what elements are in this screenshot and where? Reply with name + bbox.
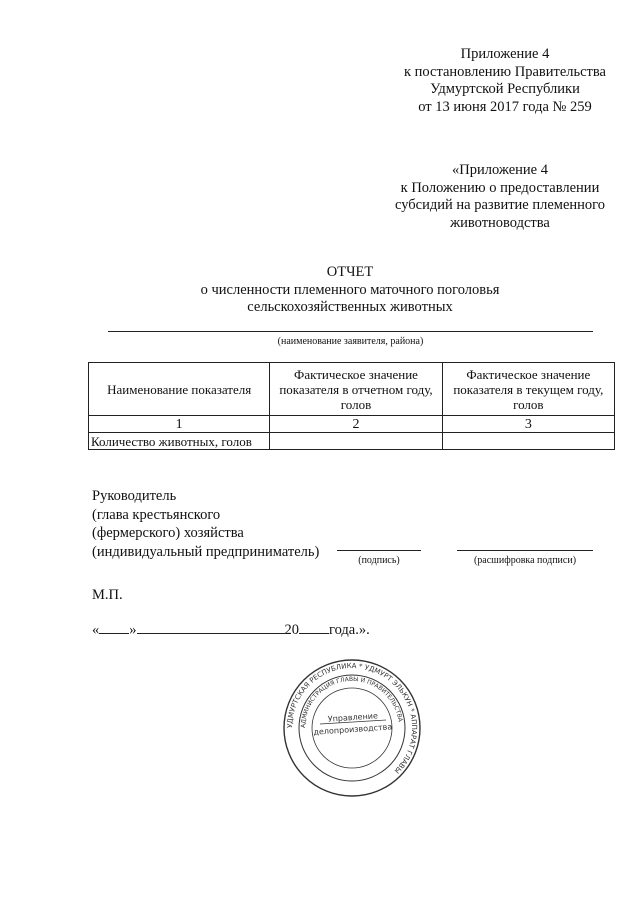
official-seal [282, 658, 422, 798]
day-field[interactable] [99, 621, 129, 634]
signature-decode-field-line[interactable] [457, 550, 593, 551]
report-subtitle: о численности племенного маточного поголовья [200, 281, 500, 298]
appendix-inner-line: животноводства [450, 214, 550, 231]
signature-decode-caption: (расшифровка подписи) [473, 555, 577, 566]
appendix-line: Удмуртской Республики [430, 81, 580, 97]
year-field[interactable] [299, 621, 329, 634]
appendix-inner-line: субсидий на развитие племенного [394, 197, 606, 213]
appendix-inner-line: к Положению о предоставлении [400, 179, 600, 196]
indicators-table [88, 362, 615, 450]
signatory-block [92, 487, 319, 561]
appendix-header [380, 46, 630, 116]
signature-caption: (подпись) [358, 555, 400, 566]
report-title: ОТЧЕТ [326, 264, 374, 280]
column-number-row [89, 416, 615, 433]
applicant-caption: (наименование заявителя, района) [277, 336, 424, 347]
column-number: 3 [442, 416, 614, 433]
table-row [89, 433, 615, 450]
signatory-line: (фермерского) хозяйства [92, 525, 244, 541]
signatory-line: (индивидуальный предприниматель) [92, 543, 320, 560]
date-quote-close: » [129, 622, 137, 638]
column-number: 1 [89, 416, 270, 433]
seal-center-text: делопроизводства [313, 722, 393, 737]
report-subtitle: сельскохозяйственных животных [247, 299, 453, 315]
year-suffix: года.». [329, 622, 370, 638]
seal-center-text: Управление [327, 711, 379, 724]
row-label-animal-count: Количество животных, голов [89, 433, 270, 450]
appendix-inner-line: «Приложение 4 [452, 162, 548, 178]
appendix-line: от 13 июня 2017 года № 259 [418, 98, 592, 115]
appendix-line: к постановлению Правительства [404, 63, 606, 80]
signature-field-line[interactable] [337, 550, 421, 551]
seal-inner-text: АДМИНИСТРАЦИЯ ГЛАВЫ И ПРАВИТЕЛЬСТВА [299, 675, 404, 729]
stamp-place-label: М.П. [92, 587, 123, 603]
seal-outer-text: УДМУРТСКАЯ РЕСПУБЛИКА * УДМУРТ ЭЛЬКУН * АППАРАТ ГЛАВЫ [285, 661, 419, 775]
column-number: 2 [270, 416, 442, 433]
date-quote-open: « [92, 622, 100, 638]
signatory-line: Руководитель [92, 488, 177, 504]
appendix-inner-header [370, 162, 630, 232]
signatory-line: (глава крестьянского [92, 506, 221, 523]
column-header-reporting-year: Фактическое значение показателя в отчетном году, голов [270, 363, 442, 416]
cell-current-year-value[interactable] [442, 433, 614, 450]
date-field [92, 621, 370, 639]
column-header-indicator: Наименование показателя [89, 363, 270, 416]
cell-reporting-year-value[interactable] [270, 433, 442, 450]
report-title-block [100, 264, 600, 317]
year-prefix: 20 [284, 622, 299, 638]
applicant-field-line[interactable] [108, 331, 593, 332]
appendix-line: Приложение 4 [460, 46, 550, 62]
column-header-current-year: Фактическое значение показателя в текущем году, голов [442, 363, 614, 416]
month-field[interactable] [137, 621, 285, 634]
